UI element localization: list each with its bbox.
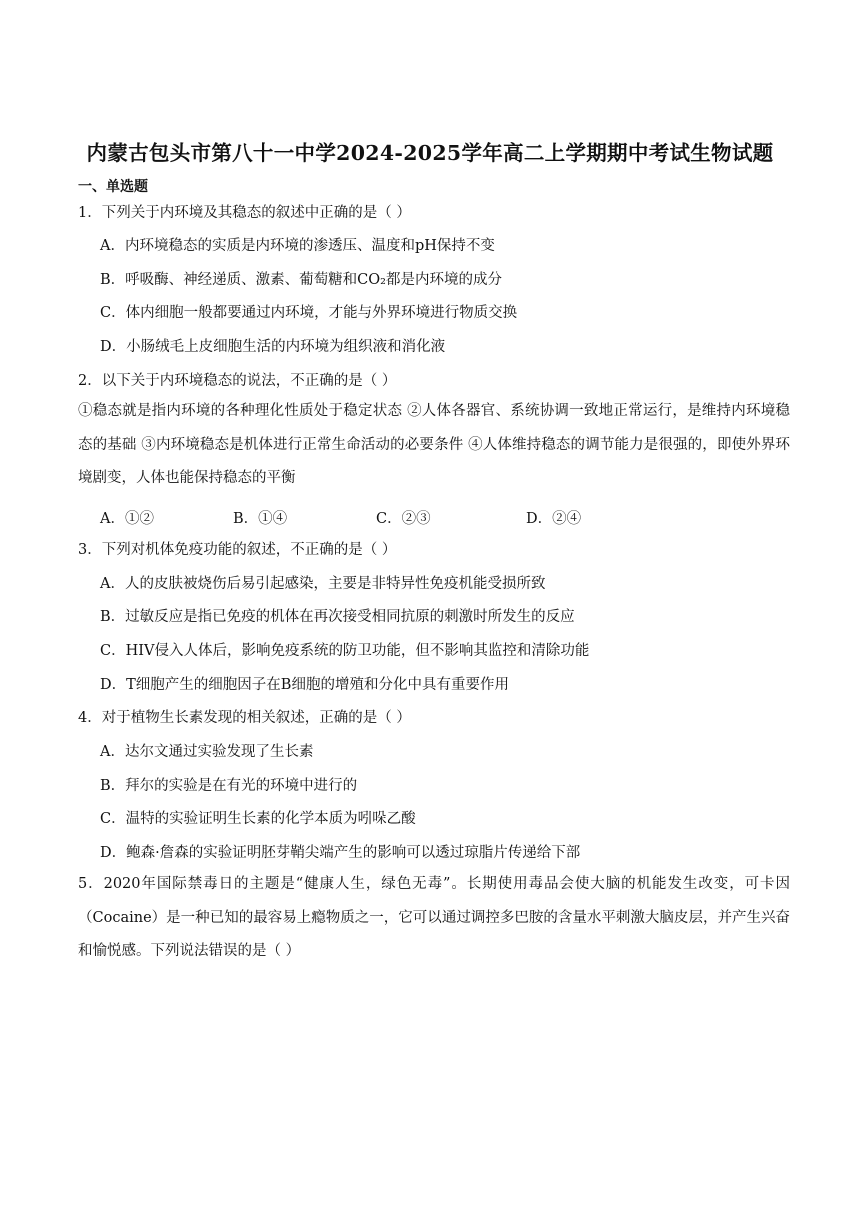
- question-2-option-b: B．①④: [233, 511, 288, 527]
- question-2-body: ①稳态就是指内环境的各种理化性质处于稳定状态 ②人体各器官、系统协调一致地正常运行，是维持内环境稳态的基础 ③内环境稳态是机体进行正常生命活动的必要条件 ④人体维持稳态的调节能力是很强的，即使外界环境剧变，人体也能保持稳态的平衡: [78, 403, 790, 486]
- question-1-option-c: C．体内细胞一般都要通过内环境，才能与外界环境进行物质交换: [100, 305, 518, 321]
- question-1-option-b: B．呼吸酶、神经递质、激素、葡萄糖和CO₂都是内环境的成分: [100, 272, 502, 288]
- question-3-option-c: C．HIV侵入人体后，影响免疫系统的防卫功能，但不影响其监控和清除功能: [100, 643, 590, 659]
- question-4-option-c: C．温特的实验证明生长素的化学本质为吲哚乙酸: [100, 811, 416, 827]
- question-2-options: [100, 507, 581, 528]
- question-1-stem: 1．下列关于内环境及其稳态的叙述中正确的是（ ）: [78, 205, 411, 221]
- question-2-option-a: A．①②: [100, 511, 154, 527]
- page-title: 内蒙古包头市第八十一中学2024-2025学年高二上学期期中考试生物试题: [86, 141, 774, 165]
- question-4-stem: 4．对于植物生长素发现的相关叙述，正确的是（ ）: [78, 710, 411, 726]
- question-2-option-c: C．②③: [376, 511, 431, 527]
- question-2-stem: 2．以下关于内环境稳态的说法，不正确的是（ ）: [78, 373, 397, 389]
- question-4-option-b: B．拜尔的实验是在有光的环境中进行的: [100, 778, 358, 794]
- question-5-body: 5．2020年国际禁毒日的主题是“健康人生，绿色无毒”。长期使用毒品会使大脑的机能发生改变，可卡因（Cocaine）是一种已知的最容易上瘾物质之一，它可以通过调控多巴胺的含量水平刺激大脑皮层，并产生兴奋和愉悦感。下列说法错误的是（ ）: [78, 876, 790, 959]
- question-4-option-d: D．鲍森·詹森的实验证明胚芽鞘尖端产生的影响可以透过琼脂片传递给下部: [100, 845, 581, 861]
- section-heading: 一、单选题: [78, 179, 148, 195]
- question-1-option-d: D．小肠绒毛上皮细胞生活的内环境为组织液和消化液: [100, 339, 446, 355]
- question-4-option-a: A．达尔文通过实验发现了生长素: [100, 744, 314, 760]
- question-3-option-d: D．T细胞产生的细胞因子在B细胞的增殖和分化中具有重要作用: [100, 677, 509, 693]
- question-2-option-d: D．②④: [526, 511, 582, 527]
- question-1-option-a: A．内环境稳态的实质是内环境的渗透压、温度和pH保持不变: [100, 238, 495, 254]
- question-3-stem: 3．下列对机体免疫功能的叙述，不正确的是（ ）: [78, 542, 397, 558]
- question-3-option-b: B．过敏反应是指已免疫的机体在再次接受相同抗原的刺激时所发生的反应: [100, 609, 575, 625]
- question-3-option-a: A．人的皮肤被烧伤后易引起感染，主要是非特异性免疫机能受损所致: [100, 576, 546, 592]
